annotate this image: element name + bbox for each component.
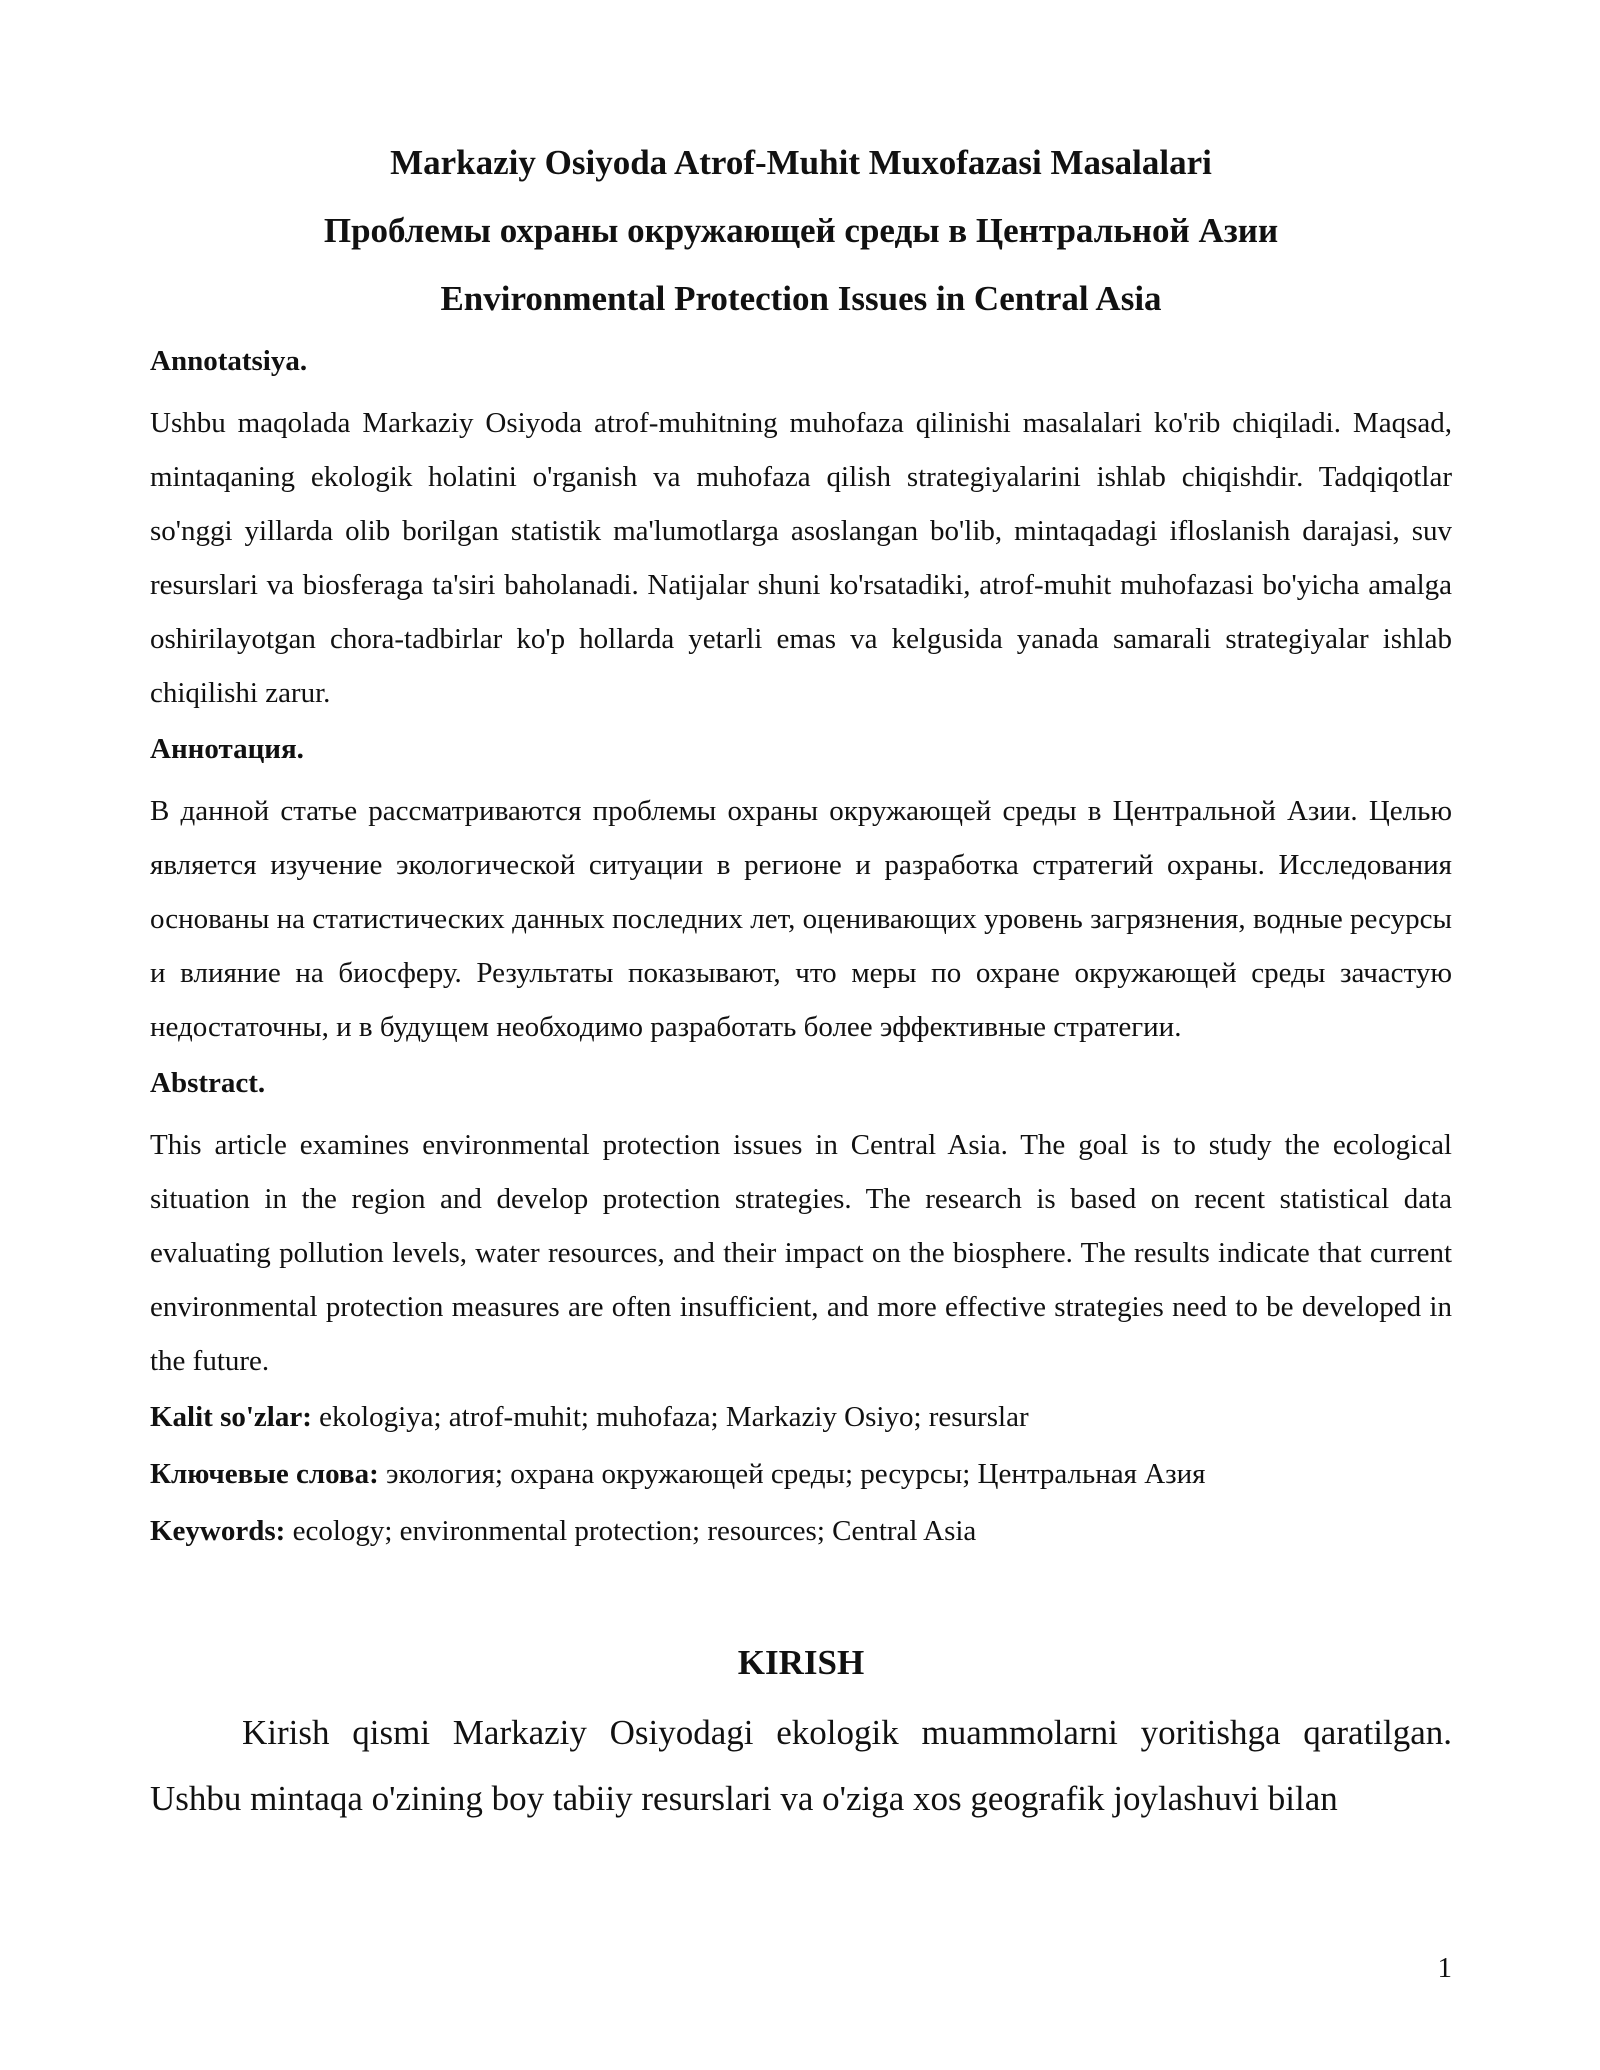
- abstract-english-text: This article examines environmental protection issues in Central Asia. The goal is to study the ecological situation in the region and develop protection strategies. The research is based on recent statistical data evaluating pollution levels, water resources, and their impact on the biosphere. The results indicate that current environmental protection measures are often insufficient, and more effective strategies need to be developed in the future.: [150, 1129, 1452, 1377]
- intro-text: Kirish qismi Markaziy Osiyodagi ekologik muammolarni yoritishga qaratilgan. Ushbu mintaqa o'zining boy tabiiy resurslari va o'ziga xos geografik joylashuvi bilan: [150, 1713, 1452, 1818]
- keywords-english: [150, 1512, 1452, 1550]
- keywords-russian-value: экология; охрана окружающей среды; ресурсы; Центральная Азия: [378, 1458, 1206, 1490]
- annotation-russian-text: В данной статье рассматриваются проблемы охраны окружающей среды в Центральной Азии. Целью является изучение экологической ситуации в регионе и разработка стратегий охраны. Исследования основаны на статистических данных последних лет, оценивающих уровень загрязнения, водные ресурсы и влияние на биосферу. Результаты показывают, что меры по охране окружающей среды зачастую недостаточны, и в будущем необходимо разработать более эффективные стратегии.: [150, 795, 1452, 1043]
- title-russian: Проблемы охраны окружающей среды в Центральной Азии: [323, 211, 1279, 250]
- annotation-uzbek-text: Ushbu maqolada Markaziy Osiyoda atrof-muhitning muhofaza qilinishi masalalari ko'rib chiqiladi. Maqsad, mintaqaning ekologik holatini o'rganish va muhofaza qilish strategiyalarini ishlab chiqishdir. Tadqiqotlar so'nggi yillarda olib borilgan statistik ma'lumotlarga asoslangan bo'lib, mintaqadagi ifloslanish darajasi, suv resurslari va biosferaga ta'siri baholanadi. Natijalar shuni ko'rsatadiki, atrof-muhit muhofazasi bo'yicha amalga oshirilayotgan chora-tadbirlar ko'p hollarda yetarli emas va kelgusida yanada samarali strategiyalar ishlab chiqilishi zarur.: [150, 407, 1452, 709]
- document-page: [150, 140, 1452, 1832]
- keywords-russian-label: Ключевые слова:: [150, 1458, 379, 1490]
- keywords-english-value: ecology; environmental protection; resources; Central Asia: [285, 1515, 977, 1547]
- annotation-uzbek-heading: Annotatsiya.: [150, 345, 308, 377]
- title-uzbek: Markaziy Osiyoda Atrof-Muhit Muxofazasi Masalalari: [390, 143, 1212, 182]
- intro-heading: KIRISH: [737, 1643, 865, 1682]
- keywords-russian: [150, 1455, 1452, 1493]
- title-english: Environmental Protection Issues in Central Asia: [440, 279, 1162, 318]
- abstract-english-heading: Abstract.: [150, 1067, 266, 1099]
- keywords-english-label: Keywords:: [150, 1515, 286, 1547]
- keywords-uzbek: [150, 1398, 1452, 1436]
- page-number: 1: [1437, 1952, 1452, 1984]
- annotation-russian-heading: Аннотация.: [150, 733, 304, 765]
- keywords-uzbek-label: Kalit so'zlar:: [150, 1401, 312, 1433]
- keywords-uzbek-value: ekologiya; atrof-muhit; muhofaza; Markaziy Osiyo; resurslar: [311, 1401, 1029, 1433]
